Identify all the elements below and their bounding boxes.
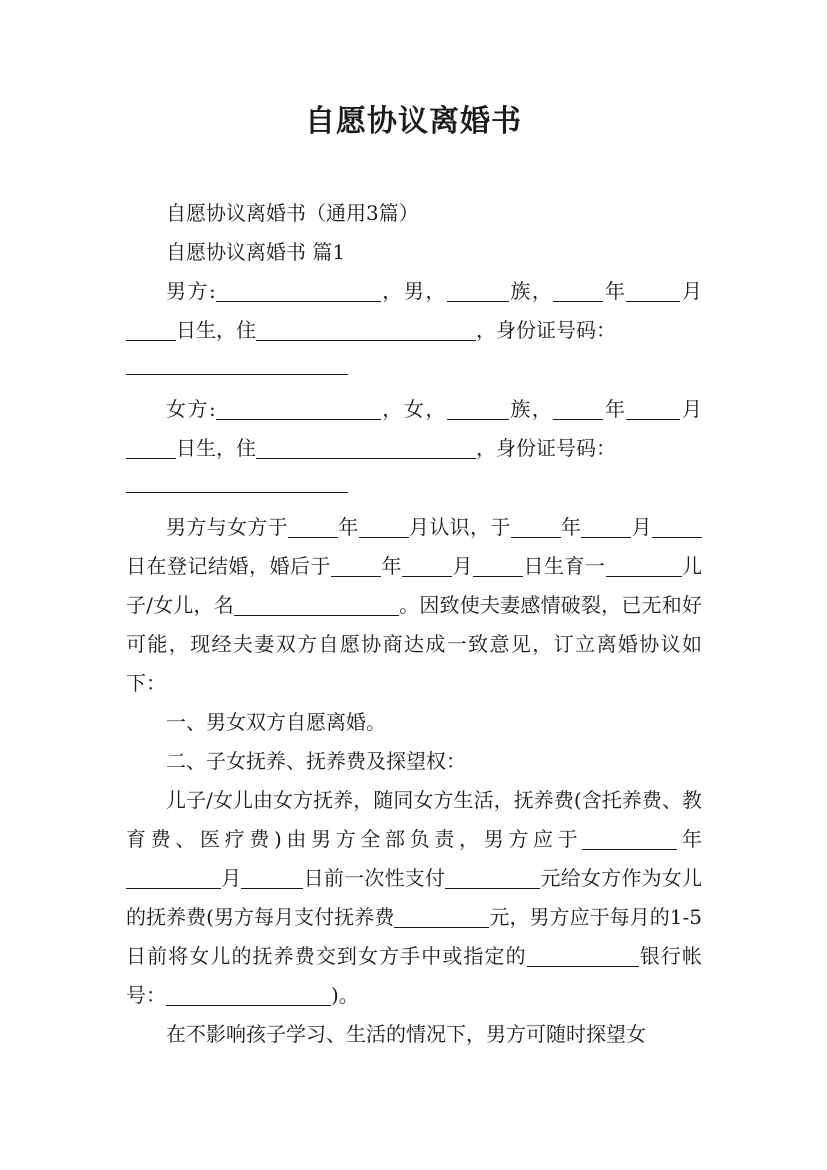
pay-month-blank (126, 866, 221, 889)
meet-year-blank (288, 515, 338, 538)
marriage-paragraph (126, 508, 702, 703)
marriage-text-5: 月 (631, 515, 653, 539)
male-year-text: 年 (603, 279, 627, 303)
male-party-paragraph (126, 272, 702, 350)
male-birth-text: 日生，住 (176, 318, 256, 342)
marriage-text-6: 日在登记结婚，婚后于 (126, 554, 331, 578)
male-ethnic-text: 族， (508, 279, 554, 303)
male-ethnic-blank (447, 279, 509, 302)
female-month-text: 月 (680, 397, 703, 421)
male-gender-text: ，男， (380, 279, 447, 303)
custody-text-2: 年 (677, 827, 703, 851)
female-name-blank (216, 397, 381, 420)
marriage-text-1: 男方与女方于 (166, 515, 288, 539)
child-day-blank (473, 554, 523, 577)
female-id-label: ，身份证号码： (476, 436, 616, 460)
custody-text-4: 日前一次性支付 (303, 866, 446, 890)
custody-paragraph (126, 781, 702, 1015)
male-year-blank (553, 279, 603, 302)
male-month-text: 月 (680, 279, 703, 303)
marriage-text-11: 。因致使夫妻感情破裂，已无和好可能，现经夫妻双方自愿协商达成一致意见，订立离婚协议如下： (126, 593, 702, 695)
document-subtitle: 自愿协议离婚书（通用3篇） (166, 201, 419, 225)
female-party-label: 女方: (166, 397, 216, 421)
bank-account-blank (166, 983, 331, 1006)
male-id-label: ，身份证号码： (476, 318, 616, 342)
custody-text-1: 儿子/女儿由女方抚养，随同女方生活，抚养费(含托养费、教育费、医疗费)由男方全部负责，男方应于 (126, 788, 702, 851)
document-title: 自愿协议离婚书 (305, 104, 522, 139)
visitation-paragraph: 在不影响孩子学习、生活的情况下，男方可随时探望女 (166, 1022, 646, 1046)
female-birth-text: 日生，住 (176, 436, 256, 460)
monthly-amount-blank (394, 905, 489, 928)
wed-month-blank (581, 515, 631, 538)
female-id-blank (126, 468, 348, 493)
lump-sum-blank (445, 866, 540, 889)
custody-text-3: 月 (221, 866, 242, 890)
marriage-text-3: 月认识，于 (408, 515, 511, 539)
child-name-blank (234, 593, 399, 616)
meet-month-blank (359, 515, 409, 538)
wed-year-blank (511, 515, 561, 538)
male-day-blank (126, 318, 176, 341)
male-name-blank (216, 279, 381, 302)
marriage-text-10: 儿子/女儿，名 (126, 554, 702, 617)
female-year-blank (553, 397, 603, 420)
bank-name-blank (527, 944, 639, 967)
section-heading: 自愿协议离婚书 篇1 (166, 240, 346, 264)
male-party-label: 男方: (166, 279, 216, 303)
clause-1: 一、男女双方自愿离婚。 (166, 710, 386, 734)
male-id-blank (126, 350, 348, 375)
marriage-text-2: 年 (338, 515, 359, 539)
female-party-paragraph (126, 390, 702, 468)
document-body (126, 194, 702, 1054)
child-year-blank (331, 554, 381, 577)
custody-text-6: 元，男方应于每月的1-5日前将女儿的抚养费交到女方手中或指定的 (126, 905, 702, 968)
female-address-blank (256, 436, 476, 459)
custody-text-5: 元给女方作为女儿的抚养费(男方每月支付抚养费 (126, 866, 703, 929)
female-ethnic-text: 族， (508, 397, 554, 421)
female-ethnic-blank (447, 397, 509, 420)
male-address-blank (256, 318, 476, 341)
custody-text-7: 银行帐号： (126, 944, 703, 1007)
male-month-blank (626, 279, 680, 302)
clause-2: 二、子女抚养、抚养费及探望权： (166, 749, 466, 773)
wed-day-blank (652, 515, 702, 538)
pay-day-blank (241, 866, 303, 889)
female-day-blank (126, 436, 176, 459)
marriage-text-7: 年 (381, 554, 402, 578)
child-count-blank (606, 554, 682, 577)
pay-year-blank (582, 827, 677, 850)
female-gender-text: ，女， (380, 397, 447, 421)
female-year-text: 年 (603, 397, 627, 421)
female-month-blank (626, 397, 680, 420)
marriage-text-8: 月 (452, 554, 473, 578)
marriage-text-4: 年 (560, 515, 582, 539)
child-month-blank (402, 554, 452, 577)
marriage-text-9: 日生育一 (523, 554, 606, 578)
custody-text-8: )。 (331, 983, 359, 1007)
